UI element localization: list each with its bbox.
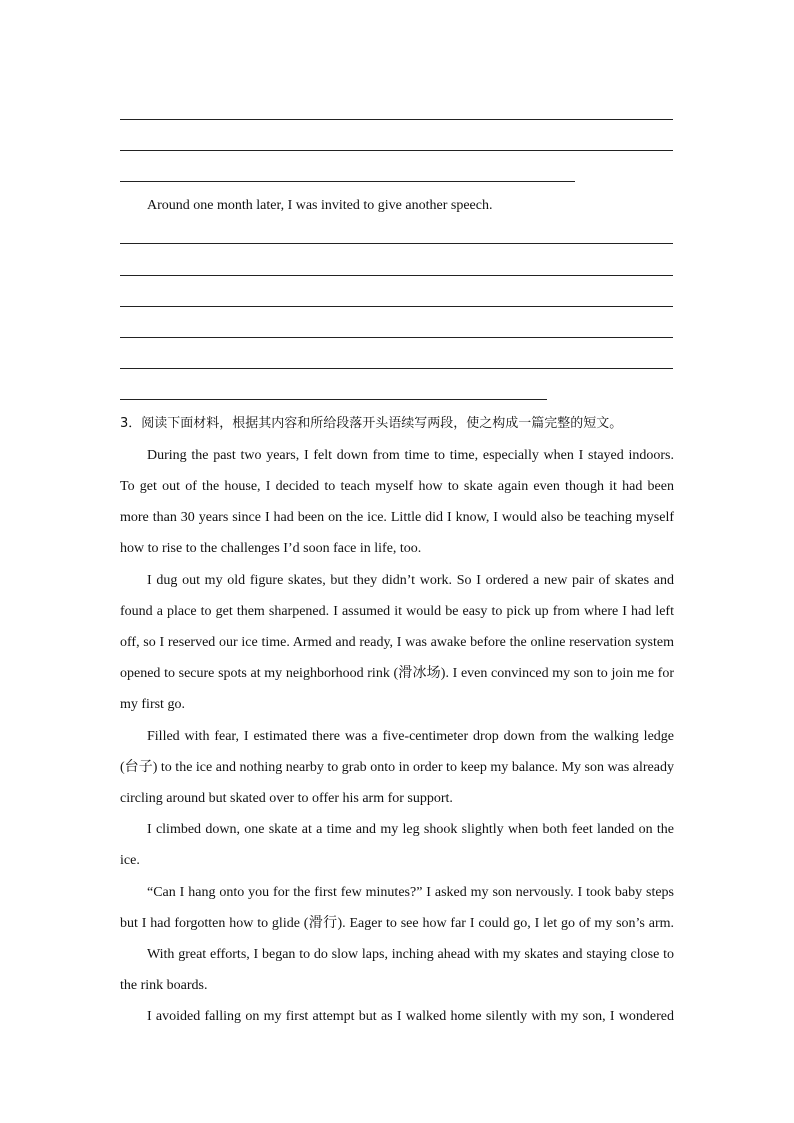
passage-line: ice. <box>120 853 140 868</box>
passage-line: To get out of the house, I decided to teach myself how to skate again even though it had been <box>120 479 674 494</box>
writing-line[interactable] <box>120 150 673 151</box>
writing-line[interactable] <box>120 243 673 244</box>
writing-line[interactable] <box>120 119 673 120</box>
passage-line: With great efforts, I began to do slow laps, inching ahead with my skates and staying close to <box>147 947 674 962</box>
writing-line[interactable] <box>120 306 673 307</box>
passage-line: I avoided falling on my first attempt but as I walked home silently with my son, I wondered <box>147 1009 674 1024</box>
paragraph-start: Around one month later, I was invited to give another speech. <box>147 198 493 213</box>
passage-line: the rink boards. <box>120 978 208 993</box>
passage-line: I dug out my old figure skates, but they didn’t work. So I ordered a new pair of skates and <box>147 573 674 588</box>
passage-line: my first go. <box>120 697 185 712</box>
question-prompt: 3．阅读下面材料，根据其内容和所给段落开头语续写两段，使之构成一篇完整的短文。 <box>120 416 623 431</box>
passage-line: how to rise to the challenges I’d soon face in life, too. <box>120 541 422 556</box>
passage-line: circling around but skated over to offer his arm for support. <box>120 791 453 806</box>
passage-line: opened to secure spots at my neighborhood rink (滑冰场). I even convinced my son to join me for <box>120 666 674 681</box>
passage-line: but I had forgotten how to glide (滑行). Eager to see how far I could go, I let go of my son’s arm. <box>120 916 674 931</box>
passage-line: “Can I hang onto you for the first few minutes?” I asked my son nervously. I took baby steps <box>147 885 674 900</box>
passage-line: found a place to get them sharpened. I assumed it would be easy to pick up from where I had left <box>120 604 674 619</box>
passage-line: During the past two years, I felt down from time to time, especially when I stayed indoors. <box>147 448 674 463</box>
writing-line[interactable] <box>120 337 673 338</box>
writing-line[interactable] <box>120 181 575 182</box>
writing-line[interactable] <box>120 368 673 369</box>
writing-line[interactable] <box>120 275 673 276</box>
passage-line: more than 30 years since I had been on the ice. Little did I know, I would also be teaching myself <box>120 510 674 525</box>
writing-line[interactable] <box>120 399 547 400</box>
passage-line: Filled with fear, I estimated there was a five-centimeter drop down from the walking ledge <box>147 729 674 744</box>
passage-line: (台子) to the ice and nothing nearby to grab onto in order to keep my balance. My son was already <box>120 760 674 775</box>
passage-line: I climbed down, one skate at a time and my leg shook slightly when both feet landed on the <box>147 822 674 837</box>
passage-line: off, so I reserved our ice time. Armed and ready, I was awake before the online reservation system <box>120 635 674 650</box>
